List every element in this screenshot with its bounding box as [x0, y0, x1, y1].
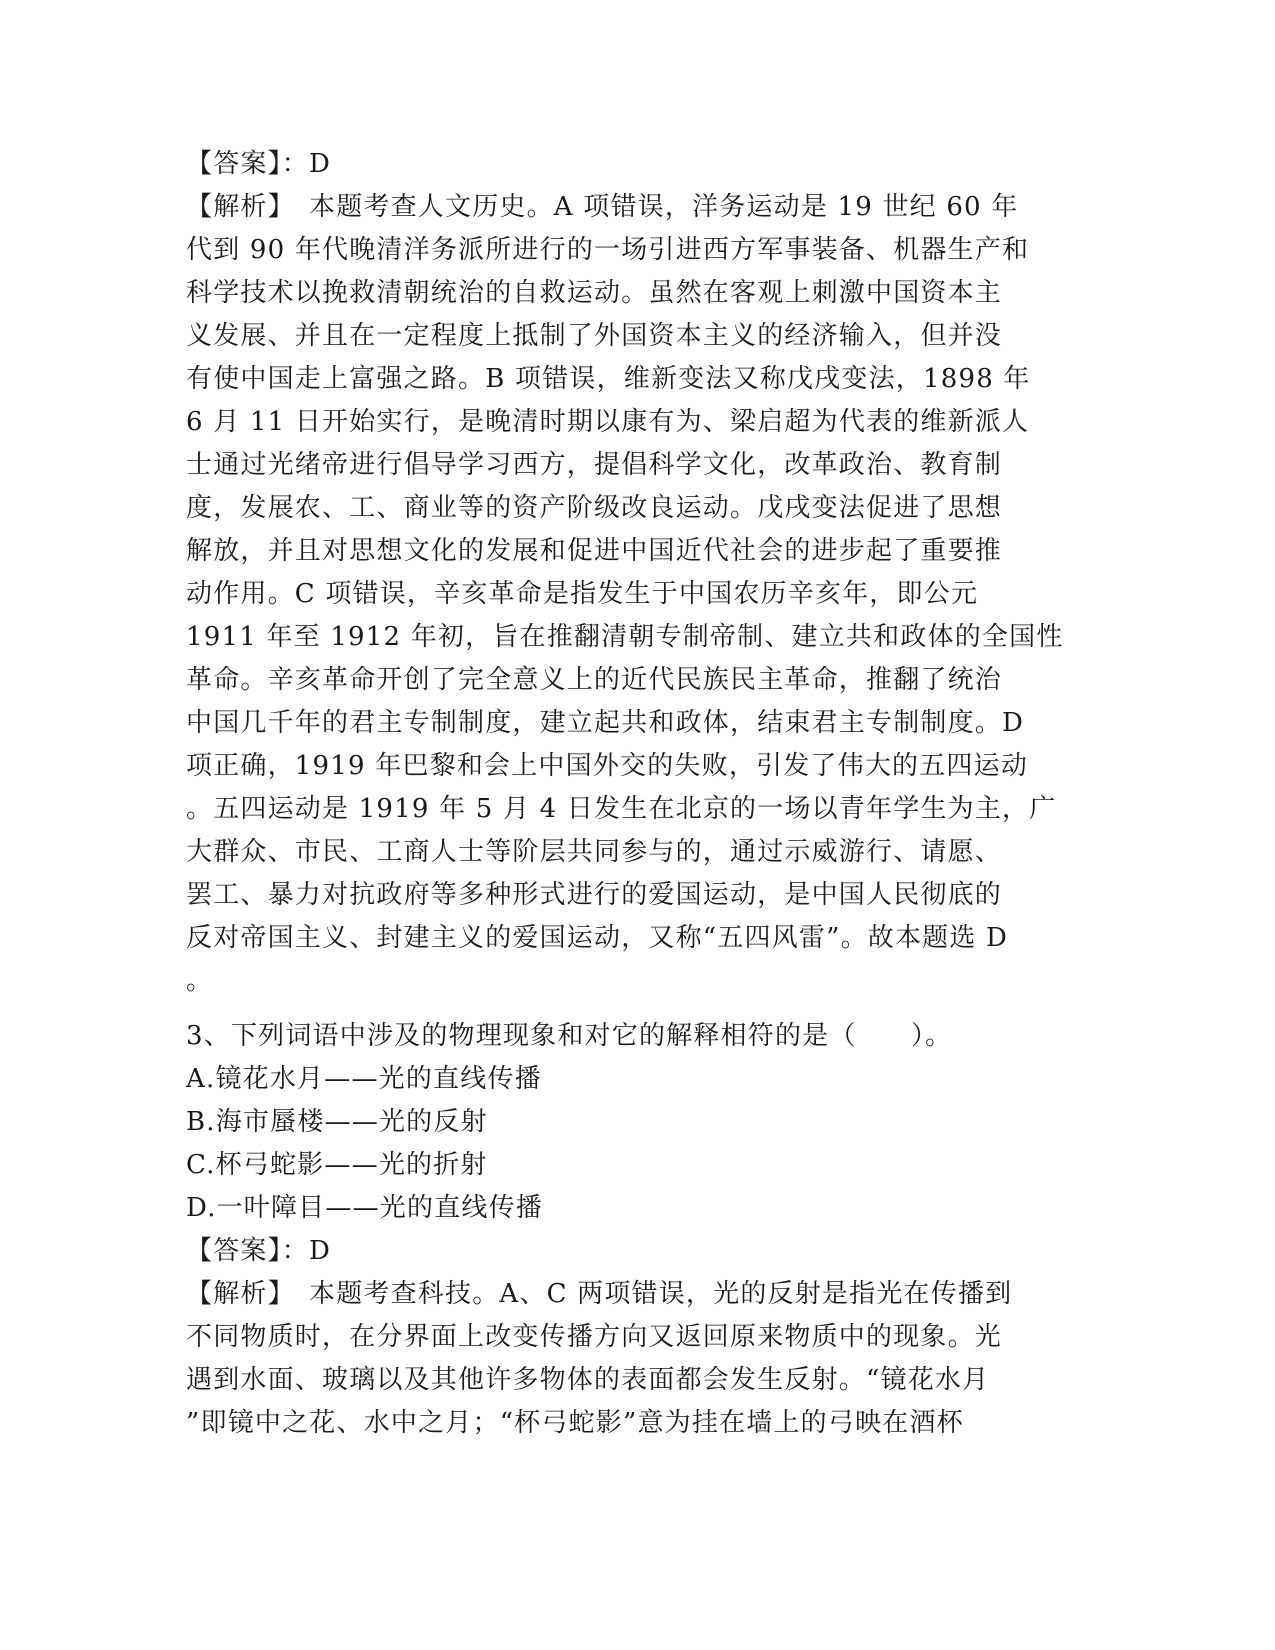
options-list [186, 1058, 1086, 1230]
analysis-line: 科学技术以挽救清朝统治的自救运动。虽然在客观上刺激中国资本主 [186, 278, 1003, 308]
analysis-line: 罢工、暴力对抗政府等多种形式进行的爱国运动，是中国人民彻底的 [186, 880, 1003, 910]
analysis-line: 反对帝国主义、封建主义的爱国运动，又称“五四风雷”。故本题选 D [186, 923, 1009, 953]
analysis-line: 义发展、并且在一定程度上抵制了外国资本主义的经济输入，但并没 [186, 321, 1003, 351]
section-gap [186, 1003, 1086, 1015]
analysis-line: 项正确，1919 年巴黎和会上中国外交的失败，引发了伟大的五四运动 [186, 751, 1029, 781]
answer-label: 【答案】：D [186, 1236, 332, 1266]
option-a: A.镜花水月——光的直线传播 [186, 1064, 542, 1094]
option-c: C.杯弓蛇影——光的折射 [186, 1150, 488, 1180]
analysis-line: 【解析】 本题考查科技。A、C 两项错误，光的反射是指光在传播到 [186, 1279, 1013, 1309]
question-stem: 3、下列词语中涉及的物理现象和对它的解释相符的是（ ）。 [186, 1021, 953, 1051]
analysis-line: 大群众、市民、工商人士等阶层共同参与的，通过示威游行、请愿、 [186, 837, 1003, 867]
analysis-line: 士通过光绪帝进行倡导学习西方，提倡科学文化，改革政治、教育制 [186, 450, 1003, 480]
analysis-line: 【解析】 本题考查人文历史。A 项错误，洋务运动是 19 世纪 60 年 [186, 192, 1019, 222]
analysis-line: 6 月 11 日开始实行，是晚清时期以康有为、梁启超为代表的维新派人 [186, 407, 1030, 437]
analysis-line: 遇到水面、玻璃以及其他许多物体的表面都会发生反射。“镜花水月 [186, 1365, 990, 1395]
analysis-paragraph [186, 186, 1086, 1003]
analysis-line: 度，发展农、工、商业等的资产阶级改良运动。戊戌变法促进了思想 [186, 493, 1003, 523]
option-b: B.海市蜃楼——光的反射 [186, 1107, 488, 1137]
document-page [186, 143, 1086, 1445]
analysis-line: ”即镜中之花、水中之月；“杯弓蛇影”意为挂在墙上的弓映在酒杯 [186, 1408, 964, 1438]
analysis-line: 解放，并且对思想文化的发展和促进中国近代社会的进步起了重要推 [186, 536, 1003, 566]
analysis-line: 中国几千年的君主专制制度，建立起共和政体，结束君主专制制度。D [186, 708, 1025, 738]
analysis-line: 有使中国走上富强之路。B 项错误，维新变法又称戊戌变法，1898 年 [186, 364, 1031, 394]
option-d: D.一叶障目——光的直线传播 [186, 1193, 543, 1223]
analysis-line: 动作用。C 项错误，辛亥革命是指发生于中国农历辛亥年，即公元 [186, 579, 979, 609]
answer-label: 【答案】：D [186, 149, 332, 179]
analysis-line: 代到 90 年代晚清洋务派所进行的一场引进西方军事装备、机器生产和 [186, 235, 1030, 265]
analysis-line: 不同物质时，在分界面上改变传播方向又返回原来物质中的现象。光 [186, 1322, 1003, 1352]
analysis-line: 。 [186, 966, 214, 996]
analysis-line: 。五四运动是 1919 年 5 月 4 日发生在北京的一场以青年学生为主，广 [186, 794, 1057, 824]
analysis-line: 革命。辛亥革命开创了完全意义上的近代民族民主革命，推翻了统治 [186, 665, 1003, 695]
analysis-paragraph [186, 1273, 1086, 1445]
analysis-line: 1911 年至 1912 年初，旨在推翻清朝专制帝制、建立共和政体的全国性 [186, 622, 1064, 652]
